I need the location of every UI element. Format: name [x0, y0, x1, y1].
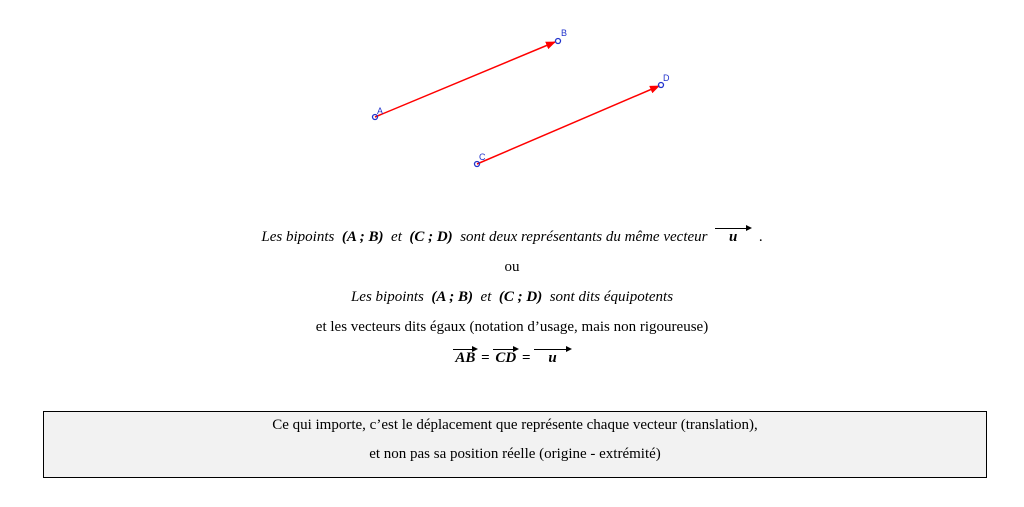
label-d: D — [663, 73, 670, 83]
vector-cd-symbol: CD — [495, 350, 517, 366]
statement-line-2: ou — [504, 259, 520, 275]
line1-pair2: (C ; D) — [409, 229, 453, 245]
point-d[interactable] — [659, 83, 664, 88]
line3-suffix: sont dits équipotents — [549, 289, 674, 305]
vector-figure — [0, 0, 1024, 200]
equals-sign-2: = — [522, 350, 531, 366]
vector-u: u — [715, 229, 751, 246]
vector-ab — [375, 42, 555, 117]
vector-u-symbol: u — [534, 350, 570, 367]
line1-prefix: Les bipoints — [261, 229, 335, 245]
note-line-1: Ce qui importe, c’est le déplacement que représente chaque vecteur (translation), — [272, 417, 758, 433]
line3-and: et — [480, 289, 492, 305]
line3-pair1: (A ; B) — [431, 289, 474, 305]
line1-and: et — [391, 229, 402, 245]
statement-line-4: et les vecteurs dits égaux (notation d’usage, mais non rigoureuse) — [315, 319, 709, 335]
note-line-2: et non pas sa position réelle (origine - extrémité) — [369, 446, 661, 462]
vector-ab-symbol: AB — [455, 350, 476, 366]
statement-line-1 — [0, 229, 1024, 246]
vector-cd — [477, 86, 659, 164]
line3-pair2: (C ; D) — [498, 289, 543, 305]
equals-sign-1: = — [481, 350, 490, 366]
line1-suffix: sont deux représentants du même vecteur — [460, 229, 708, 245]
label-b: B — [561, 28, 568, 38]
note-box — [43, 411, 987, 478]
label-a: A — [377, 106, 384, 116]
statement-line-3 — [0, 289, 1024, 306]
line3-prefix: Les bipoints — [350, 289, 424, 305]
line1-end: . — [758, 229, 763, 245]
point-b[interactable] — [556, 39, 561, 44]
line1-pair1: (A ; B) — [341, 229, 384, 245]
label-c: C — [479, 152, 486, 162]
equality-line — [0, 350, 1024, 367]
